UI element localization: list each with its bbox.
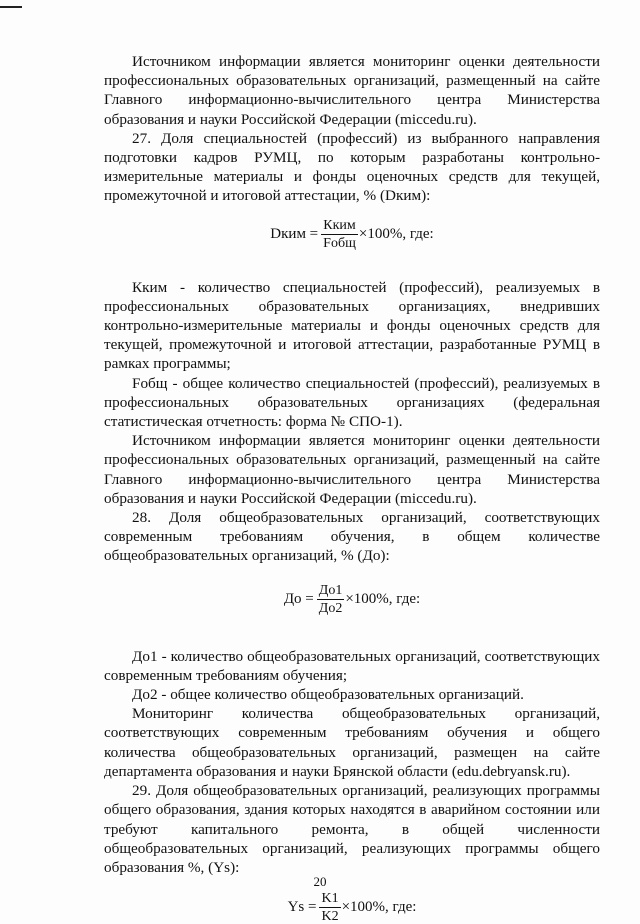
formula-denominator: Дo2: [318, 600, 343, 616]
paragraph-item-28: 28. Доля общеобразовательных организаций, соответствующих современным требованиям обучения, в общем количестве общеобразовательных организаций, % (Дo):: [104, 509, 600, 565]
formula-fraction: [321, 218, 358, 251]
formula-fraction: [319, 891, 340, 924]
paragraph-do2-definition: До2 - общее количество общеобразовательных организаций.: [132, 686, 524, 704]
document-page: [104, 52, 600, 924]
formula-numerator: Кким: [323, 217, 356, 233]
formula-fraction: [317, 583, 345, 616]
formula-rhs: ×100%: [345, 590, 389, 607]
formula-rhs: ×100%: [341, 899, 386, 916]
formula-lhs: Ys =: [287, 899, 317, 916]
formula-ys: [104, 891, 600, 924]
formula-rhs: ×100%: [358, 225, 403, 242]
paragraph-fobsh-definition: Fобщ - общее количество специальностей (профессий), реализуемых в профессиональных образовательных организациях (федеральная статистическая отчетность: форма № СПО-1).: [104, 374, 600, 431]
formula-lhs: Dким =: [270, 225, 319, 242]
paragraph-monitoring: Мониторинг количества общеобразовательных организаций, соответствующих современным требованиям обучения и общего количества общеобразовательных организаций, размещен на сайте департамента образования и науки Брянской области (edu.debryansk.ru).: [104, 705, 600, 780]
formula-denominator: Fобщ: [323, 235, 356, 251]
paragraph-kkim-definition: Кким - количество специальностей (профессий), реализуемых в профессиональных образовательных организациях, внедривших контрольно-измерительные материалы и фонды оценочных средств для текущей, промежуточной и итоговой аттестации, разработанные РУМЦ в рамках программы;: [104, 278, 600, 373]
paragraph-source-2: Источником информации является мониторинг оценки деятельности профессиональных образовательных организаций, размещенный на сайте Главного информационно-вычислительного центра Министерства образования и науки Российской Федерации (miccedu.ru).: [104, 432, 600, 507]
formula-dkim: [104, 218, 600, 251]
formula-denominator: K2: [321, 909, 339, 924]
paragraph-do1-definition: До1 - количество общеобразовательных организаций, соответствующих современным требованиям обучения;: [104, 647, 600, 684]
page-number: 20: [313, 874, 327, 889]
formula-lhs: Дo =: [283, 590, 314, 607]
formula-numerator: Дo1: [318, 582, 343, 598]
formula-do: [104, 583, 600, 616]
formula-numerator: K1: [321, 891, 339, 907]
paragraph-source-1: Источником информации является мониторинг оценки деятельности профессиональных образовательных организаций, размещенный на сайте Главного информационно-вычислительного центра Министерства образования и науки Российской Федерации (miccedu.ru).: [104, 53, 600, 128]
corner-mark: [0, 6, 22, 8]
formula-tail: , где:: [402, 225, 434, 242]
paragraph-item-29: 29. Доля общеобразовательных организаций, реализующих программы общего образования, здания которых находятся в аварийном состоянии или требуют капитального ремонта, в общей численности общеобразовательных организаций, реализующих программы общего образования %, (Ys):: [104, 782, 600, 876]
formula-tail: , где:: [385, 899, 417, 916]
paragraph-item-27: 27. Доля специальностей (профессий) из выбранного направления подготовки кадров РУМЦ, по которым разработаны контрольно-измерительные материалы и фонды оценочных средств для текущей, промежуточной и итоговой аттестации, % (Dким):: [104, 129, 600, 205]
formula-tail: , где:: [388, 590, 421, 607]
